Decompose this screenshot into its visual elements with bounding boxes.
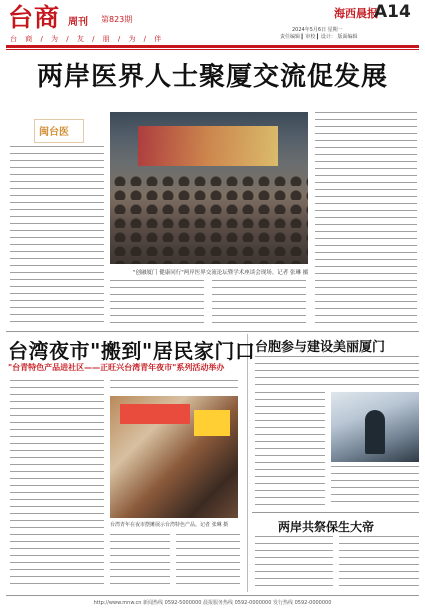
footer-text: http://www.mnw.cn 新闻热线 0592-5000000 晨报服务热线 0592-0000000 发行热线 0592-0000000	[93, 600, 332, 606]
article2-col3-text	[176, 534, 240, 590]
column-divider	[247, 334, 248, 592]
article3-title: 台胞参与建设美丽厦门	[255, 340, 386, 355]
article1-col2-text	[110, 280, 204, 328]
masthead-rule	[6, 45, 419, 48]
article3-col2-text	[331, 466, 419, 508]
article2-photo	[110, 396, 238, 518]
article4-col1-text	[255, 536, 333, 590]
dateline: 2024年5月6日 星期一	[292, 27, 343, 33]
inset-logo	[34, 119, 84, 143]
article1-photo	[110, 112, 308, 264]
article2-title: 台湾夜市"搬到"居民家门口	[8, 339, 256, 363]
photo-audience	[110, 172, 308, 264]
photo-person	[365, 410, 385, 454]
section-divider	[6, 331, 419, 332]
article2-photo-caption: 台湾青年在夜市摆摊展示台湾特色产品。记者 张琳 摄	[110, 522, 229, 528]
article4-col2-text	[339, 536, 419, 590]
photo-stall-sign	[120, 404, 190, 424]
article1-headline: 两岸医界人士聚厦交流促发展	[36, 62, 388, 92]
article1-col1-text	[10, 146, 104, 328]
masthead-issue: 第823期	[101, 15, 133, 24]
photo-stage-screen	[138, 126, 278, 166]
masthead-rule-thin	[6, 49, 419, 50]
article3-lead-text	[255, 356, 419, 388]
masthead-title: 台商	[8, 3, 61, 32]
article2-col2-text	[110, 534, 170, 590]
article2-col2-lead	[110, 380, 238, 392]
article1-col3-text	[212, 280, 306, 328]
article3-divider	[252, 512, 419, 513]
masthead-weekly: 周刊	[68, 17, 88, 28]
article1-photo-caption: "创融厦门 健康同行"两岸医界交流论坛暨学术座谈会现场。记者 张琳 摄	[133, 270, 309, 276]
editor-line: 责任编辑 ▎审校 ▎设计： 版面编辑	[280, 34, 358, 40]
page-number: A14	[374, 2, 411, 22]
photo-stall-banner	[194, 410, 230, 436]
inset-logo-text: 闽台医	[39, 127, 69, 138]
footer-rule	[6, 595, 419, 596]
article1-col4-text	[315, 112, 417, 328]
article4-title: 两岸共祭保生大帝	[278, 520, 375, 534]
article3-col1-text	[255, 392, 325, 508]
masthead-slogan: 台 商 / 为 / 友 / 朋 / 为 / 伴	[10, 35, 165, 43]
article3-photo	[331, 392, 419, 462]
article2-col1-text	[10, 380, 104, 590]
article2-subtitle: "台青特色产品进社区——正旺兴台湾青年夜市"系列活动举办	[8, 363, 225, 372]
newspaper-logo: 海西晨报	[334, 7, 378, 20]
